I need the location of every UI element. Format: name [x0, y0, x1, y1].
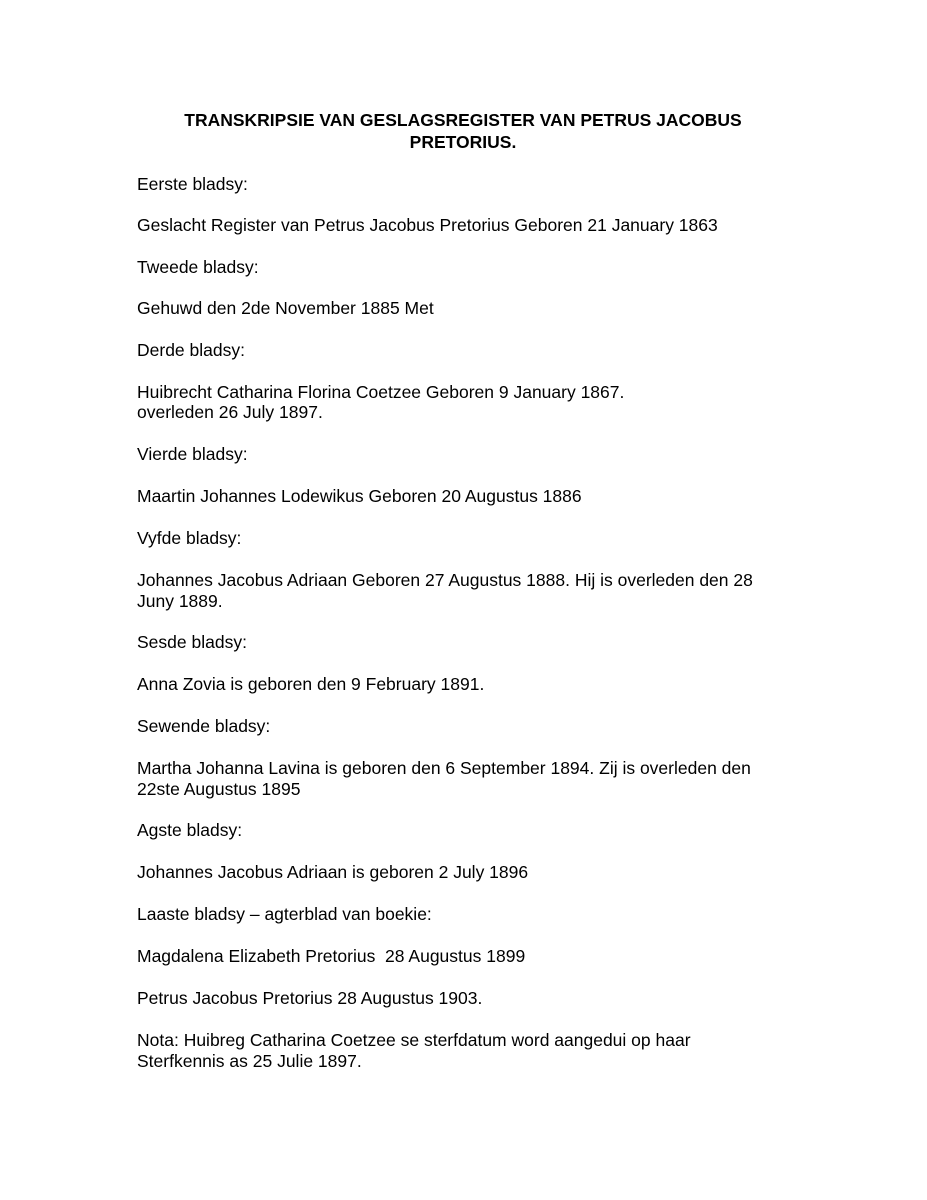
entry-text-1: Geslacht Register van Petrus Jacobus Pretorius Geboren 21 January 1863: [137, 215, 718, 235]
entry-text-4: Maartin Johannes Lodewikus Geboren 20 Augustus 1886: [137, 486, 582, 506]
entry-text-5-cont: Juny 1889.: [137, 591, 223, 611]
entry-text-3: Huibrecht Catharina Florina Coetzee Geboren 9 January 1867.: [137, 382, 625, 402]
note-line-1: Nota: Huibreg Catharina Coetzee se sterfdatum word aangedui op haar: [137, 1030, 691, 1050]
entry-text-2: Gehuwd den 2de November 1885 Met: [137, 298, 434, 318]
entry-heading-9: Laaste bladsy – agterblad van boekie:: [137, 904, 432, 924]
entry-heading-4: Vierde bladsy:: [137, 444, 248, 464]
entry-heading-1: Eerste bladsy:: [137, 174, 248, 194]
document-title: TRANSKRIPSIE VAN GESLAGSREGISTER VAN PETRUS JACOBUS PRETORIUS.: [184, 110, 742, 152]
entry-text-9b: Petrus Jacobus Pretorius 28 Augustus 1903.: [137, 988, 483, 1008]
entry-text-9: Magdalena Elizabeth Pretorius 28 Augustus 1899: [137, 946, 526, 966]
entry-heading-2: Tweede bladsy:: [137, 257, 259, 277]
entry-heading-6: Sesde bladsy:: [137, 632, 247, 652]
note-line-2: Sterfkennis as 25 Julie 1897.: [137, 1051, 362, 1071]
entry-heading-7: Sewende bladsy:: [137, 716, 271, 736]
entry-text-6: Anna Zovia is geboren den 9 February 1891.: [137, 674, 485, 694]
entry-heading-5: Vyfde bladsy:: [137, 528, 242, 548]
entry-text-7: Martha Johanna Lavina is geboren den 6 September 1894. Zij is overleden den: [137, 758, 751, 778]
entry-text-7-cont: 22ste Augustus 1895: [137, 779, 301, 799]
entry-text-8: Johannes Jacobus Adriaan is geboren 2 July 1896: [137, 862, 529, 882]
entry-heading-8: Agste bladsy:: [137, 820, 243, 840]
entry-text-5: Johannes Jacobus Adriaan Geboren 27 Augustus 1888. Hij is overleden den 28: [137, 570, 753, 590]
entry-text-3-cont: overleden 26 July 1897.: [137, 402, 323, 422]
entry-heading-3: Derde bladsy:: [137, 340, 245, 360]
